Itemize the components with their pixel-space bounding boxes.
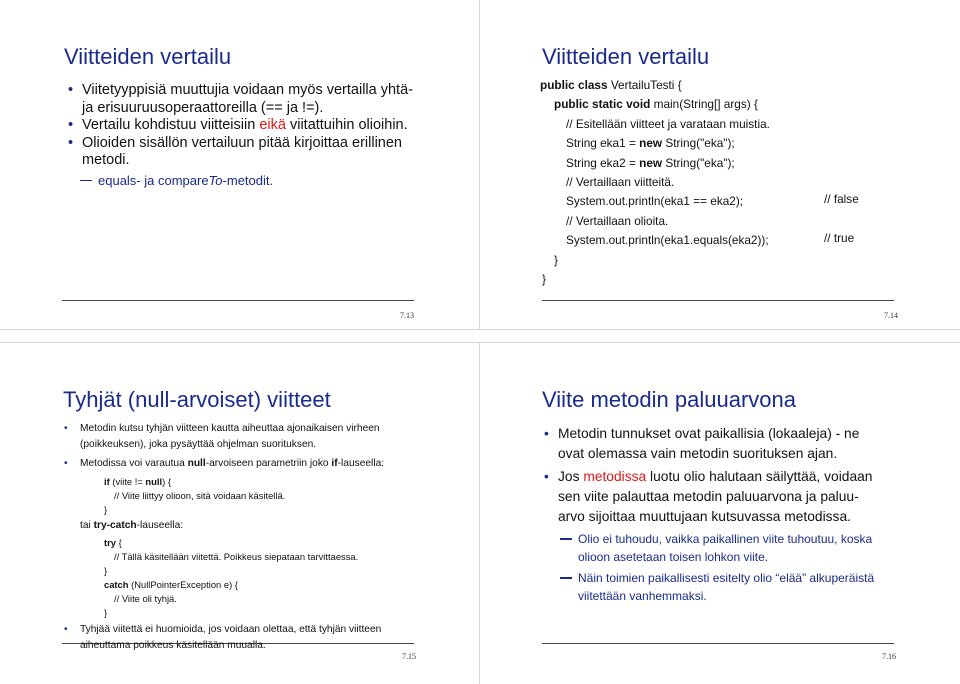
bullet-text: arvo sijoittaa muuttujaan kutsuvassa metodissa. <box>558 509 851 524</box>
code-line: } <box>104 565 108 577</box>
code-line: tai try-catch-lauseella: <box>80 520 184 532</box>
page-number: 7.13 <box>400 311 414 320</box>
code-block <box>540 76 770 289</box>
code-line: } <box>554 252 558 267</box>
code-line: String eka1 = new String("eka"); <box>566 136 735 151</box>
code-line: System.out.println(eka1.equals(eka2)); <box>566 233 769 248</box>
code-line: // Esitellään viitteet ja varataan muistia. <box>566 116 770 131</box>
list-item: • Metodissa voi varautua null-arvoiseen parametriin joko if-lauseella: <box>62 456 422 472</box>
code-line: try { <box>104 537 122 549</box>
highlight-text: eikä <box>259 117 286 133</box>
code-line: } <box>104 504 108 516</box>
sub-bullet-text: -metodit. <box>222 172 274 188</box>
list-item <box>540 467 905 527</box>
sub-bullet-text: Olio ei tuhoudu, vaikka paikallinen viite tuhoutuu, koska <box>578 532 873 546</box>
code-line: String eka2 = new String("eka"); <box>566 155 735 170</box>
code-line: } <box>104 607 108 619</box>
bullet-text: aiheuttama poikkeus käsitellään muualla. <box>80 640 266 652</box>
list-item <box>62 421 422 453</box>
bullet-text: Vertailu kohdistuu viitteisiin <box>82 117 260 133</box>
page-number: 7.16 <box>882 652 896 661</box>
page-number: 7.14 <box>884 311 898 320</box>
bullet-text: sen viite palauttaa metodin paluuarvona ja paluu- <box>558 489 859 504</box>
slide-title: Viitteiden vertailu <box>542 44 710 69</box>
bullet-text: ja erisuuruusoperaattoreilla (== ja !=). <box>82 99 324 116</box>
bullet-text: • Metodin tunnukset ovat paikallisia (lokaaleja) - ne <box>558 426 860 441</box>
list-item <box>64 82 424 117</box>
sub-list-item <box>560 569 905 605</box>
code-comment: // false <box>824 192 859 206</box>
bullet-text: ovat olemassa vain metodin suorituksen ajan. <box>558 446 838 461</box>
code-line: public class VertailuTesti { <box>540 78 682 92</box>
sub-bullet-text: equals- ja compare <box>98 172 209 188</box>
bullet-list <box>540 424 905 605</box>
bullet-text: viitattuihin olioihin. <box>285 117 408 133</box>
code-line: if (viite != null) { <box>104 476 171 488</box>
slide-title: Viite metodin paluuarvona <box>542 387 796 412</box>
page-number: 7.15 <box>402 652 416 661</box>
bullet-text: • Olioiden sisällön vertailuun pitää kirjoittaa erillinen <box>82 134 402 151</box>
code-line: // Vertaillaan viitteitä. <box>566 174 675 189</box>
sub-bullet-text: To <box>208 172 223 188</box>
footer-rule <box>542 300 894 301</box>
bullet-text: • Tyhjää viitettä ei huomioida, jos voidaan olettaa, että tyhjän viitteen <box>80 624 382 636</box>
code-line: // Viite liittyy olioon, sitä voidaan käsitellä. <box>114 490 286 502</box>
bullet-text: metodi. <box>82 152 130 168</box>
code-line: // Vertaillaan olioita. <box>566 213 669 228</box>
bullet-list <box>64 82 424 189</box>
list-item <box>64 117 424 135</box>
sub-list-item <box>80 172 424 190</box>
bullet-text: • Viitetyyppisiä muuttujia voidaan myös vertailla yhtä- <box>82 82 413 98</box>
footer-rule <box>62 300 414 301</box>
sub-bullet-text: viitettään vanhemmaksi. <box>578 589 707 603</box>
list-item <box>540 424 905 464</box>
slide-title: Viitteiden vertailu <box>64 44 232 69</box>
slide-title: Tyhjät (null-arvoiset) viitteet <box>63 387 331 412</box>
code-line: } <box>542 271 546 286</box>
bullet-list <box>62 421 422 654</box>
code-line: catch (NullPointerException e) { <box>104 579 238 591</box>
code-line: public static void main(String[] args) { <box>554 97 758 112</box>
list-item <box>64 135 424 170</box>
bullet-text: (poikkeuksen), joka pysäyttää ohjelman suorituksen. <box>80 438 317 450</box>
sub-bullet-text: olioon asetetaan toisen lohkon viite. <box>578 550 769 564</box>
footer-rule <box>542 643 894 644</box>
highlight-text: metodissa <box>583 469 647 484</box>
code-line: // Tällä käsitellään viitettä. Poikkeus siepataan tarvittaessa. <box>114 551 359 563</box>
code-line: System.out.println(eka1 == eka2); <box>566 194 744 209</box>
list-item <box>62 622 422 654</box>
sub-list-item <box>560 530 905 566</box>
code-block <box>80 475 422 620</box>
code-comment: // true <box>824 231 855 245</box>
bullet-text: • Metodin kutsu tyhjän viitteen kautta aiheuttaa ajonaikaisen virheen <box>80 423 380 434</box>
bullet-text: • Jos metodissa luotu olio halutaan säilyttää, voidaan <box>558 469 873 484</box>
code-line: // Viite oli tyhjä. <box>114 593 177 605</box>
sub-bullet-text: Näin toimien paikallisesti esitelty olio “elää” alkuperäistä <box>578 571 875 585</box>
